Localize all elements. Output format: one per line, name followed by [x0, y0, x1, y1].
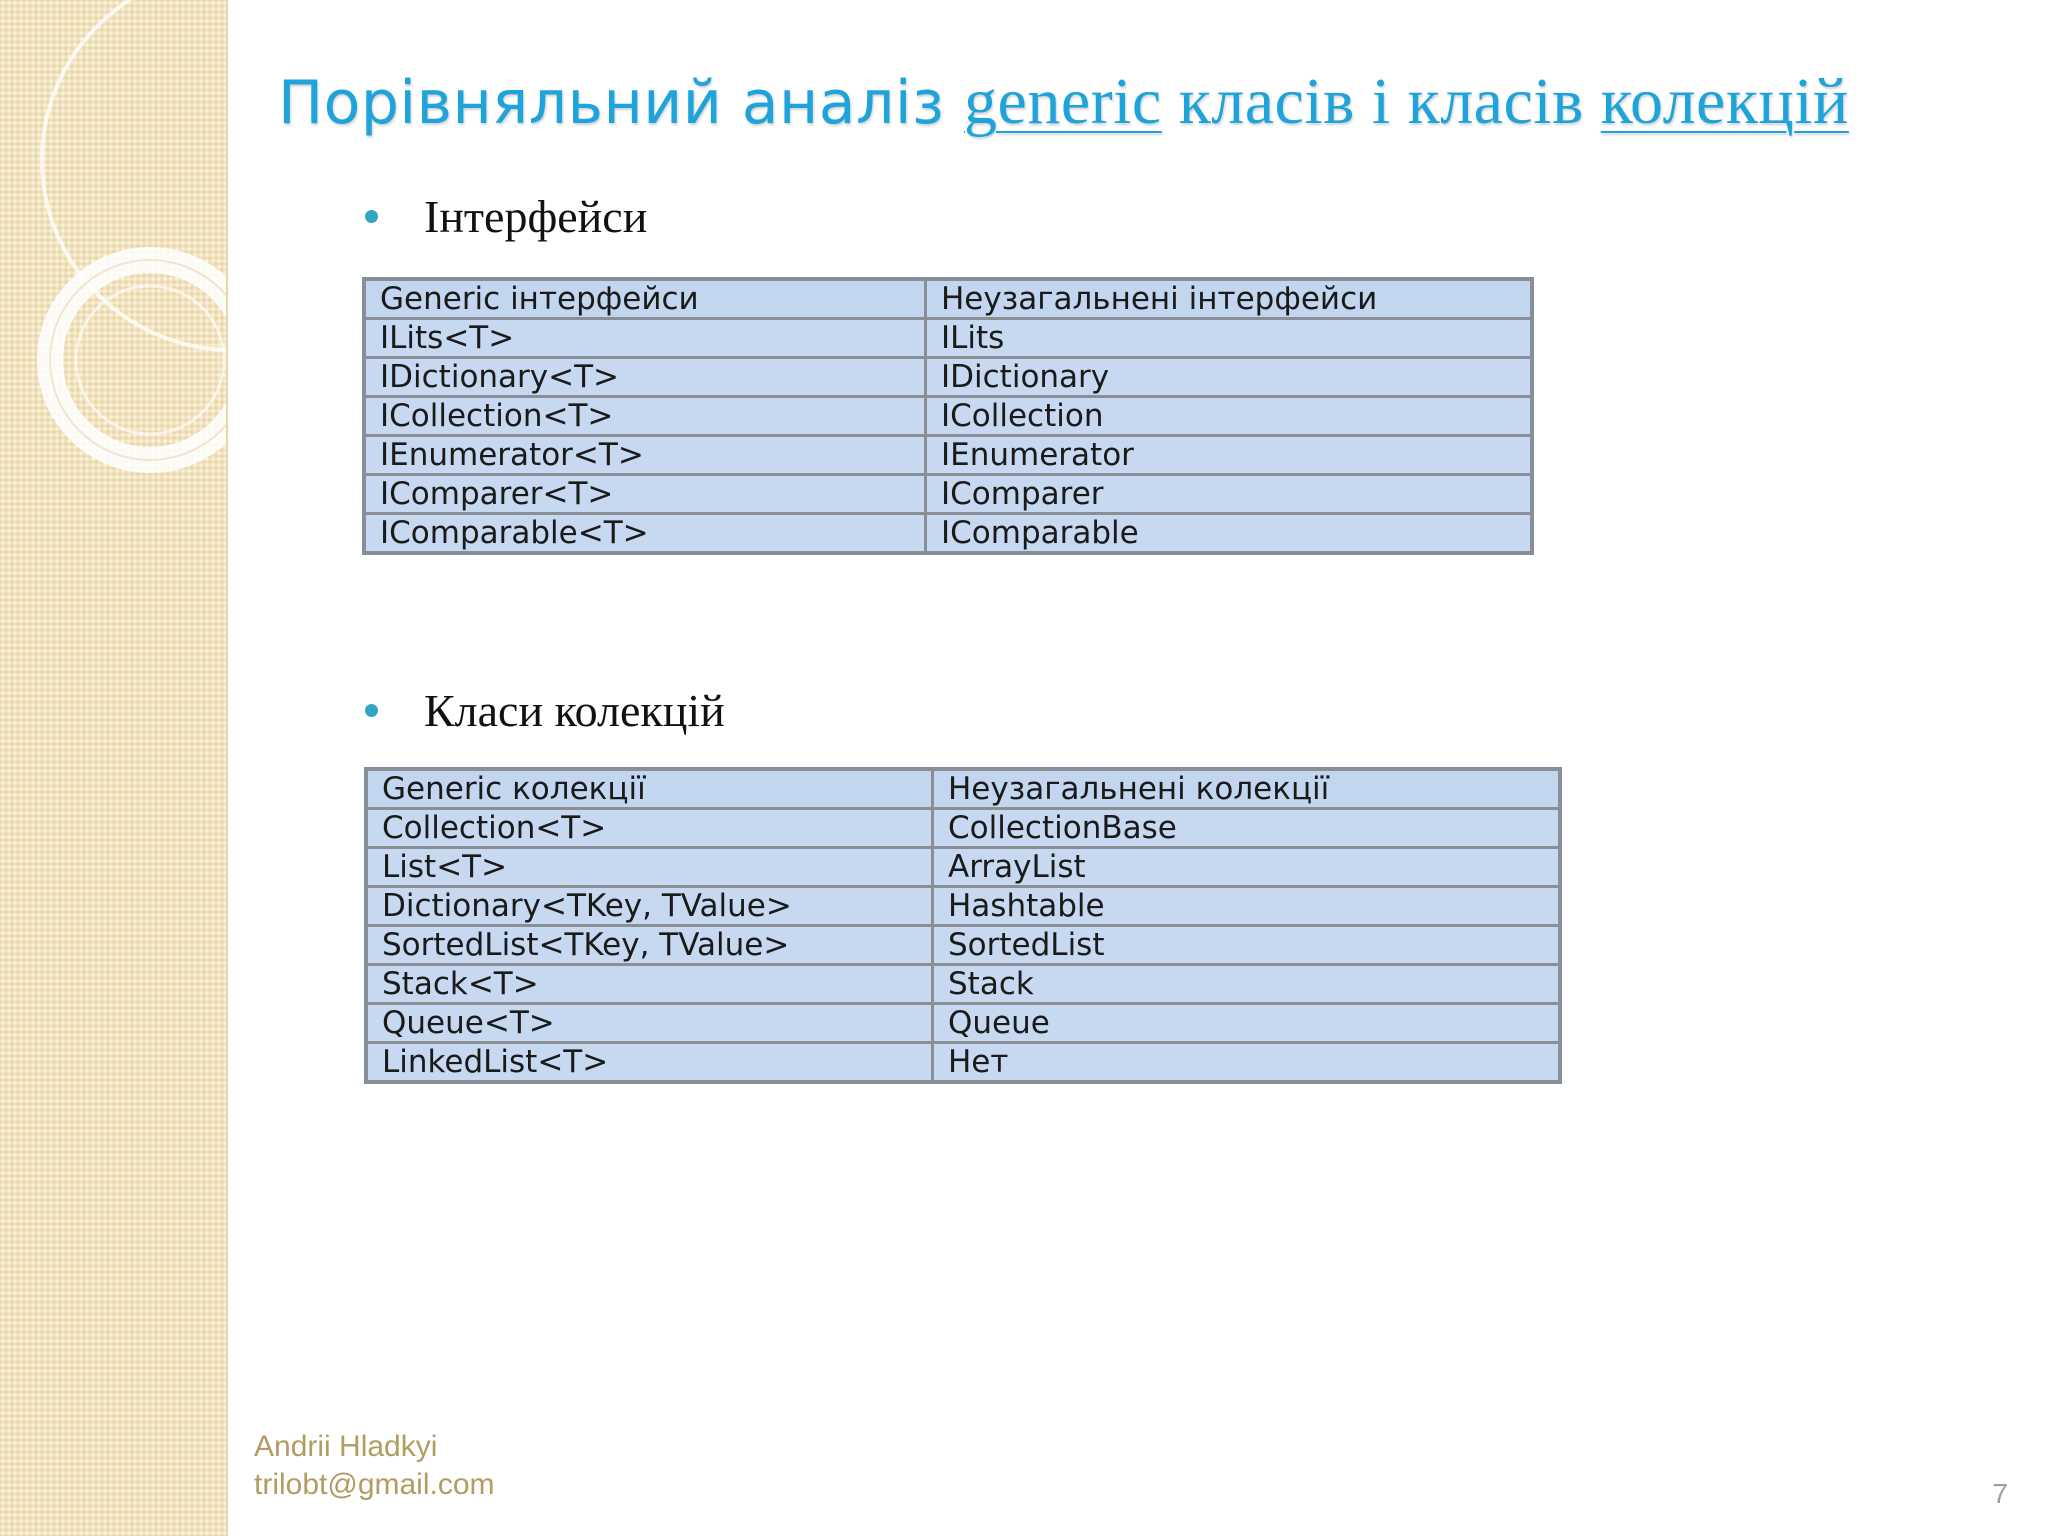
- table-row: [365, 475, 1532, 514]
- table-cell: ArrayList: [933, 848, 1560, 887]
- table-cell: ILits<T>: [365, 319, 926, 358]
- table-cell: List<T>: [367, 848, 933, 887]
- table-cell: IDictionary<T>: [365, 358, 926, 397]
- bullet-collection-classes-label: Класи колекцій: [424, 685, 725, 736]
- title-link-collections[interactable]: колекцій: [1600, 65, 1849, 138]
- table-row: [367, 809, 1560, 848]
- table-header-cell: Generic інтерфейси: [365, 280, 926, 319]
- table-row: [365, 319, 1532, 358]
- table-header-row: [365, 280, 1532, 319]
- bullet-dot-icon: [365, 210, 378, 223]
- table-cell: IComparable<T>: [365, 514, 926, 553]
- table-cell: Collection<T>: [367, 809, 933, 848]
- decorative-ring-icon: [0, 0, 226, 1536]
- table-cell: ICollection: [926, 397, 1532, 436]
- table-cell: Queue: [933, 1004, 1560, 1043]
- footer-email[interactable]: trilobt@gmail.com: [254, 1468, 495, 1501]
- table-row: [367, 1043, 1560, 1082]
- bullet-collection-classes: [365, 684, 725, 737]
- table-cell: Hashtable: [933, 887, 1560, 926]
- table-cell: IComparer: [926, 475, 1532, 514]
- bullet-interfaces-label: Інтерфейси: [424, 191, 648, 242]
- title-link-generic[interactable]: generic: [964, 65, 1162, 138]
- table-cell: Stack: [933, 965, 1560, 1004]
- decorative-sidebar: [0, 0, 228, 1536]
- bullet-interfaces: [365, 190, 647, 243]
- table-row: [365, 436, 1532, 475]
- table-cell: Stack<T>: [367, 965, 933, 1004]
- table-cell: IEnumerator: [926, 436, 1532, 475]
- bullet-dot-icon: [365, 704, 378, 717]
- interfaces-table: [363, 278, 1533, 554]
- table-cell: SortedList<TKey, TValue>: [367, 926, 933, 965]
- table-row: [367, 887, 1560, 926]
- table-header-row: [367, 770, 1560, 809]
- table-cell: Нет: [933, 1043, 1560, 1082]
- table-header-cell: Неузагальнені колекції: [933, 770, 1560, 809]
- table-row: [367, 965, 1560, 1004]
- table-header-cell: Generic колекції: [367, 770, 933, 809]
- table-row: [367, 926, 1560, 965]
- table-cell: IComparer<T>: [365, 475, 926, 514]
- table-cell: Dictionary<TKey, TValue>: [367, 887, 933, 926]
- table-cell: IEnumerator<T>: [365, 436, 926, 475]
- title-part-1: Порівняльний аналіз: [278, 68, 965, 138]
- table-row: [367, 848, 1560, 887]
- title-part-2: класів і класів: [1161, 65, 1601, 138]
- page-number: 7: [1992, 1478, 2008, 1509]
- collections-table: [365, 768, 1561, 1083]
- table-cell: SortedList: [933, 926, 1560, 965]
- table-row: [367, 1004, 1560, 1043]
- table-cell: Queue<T>: [367, 1004, 933, 1043]
- table-row: [365, 397, 1532, 436]
- slide-title: [278, 64, 1849, 140]
- table-row: [365, 358, 1532, 397]
- table-row: [365, 514, 1532, 553]
- footer-author: Andrii Hladkyi: [254, 1430, 438, 1463]
- table-cell: ILits: [926, 319, 1532, 358]
- footer: [254, 1428, 495, 1504]
- table-cell: LinkedList<T>: [367, 1043, 933, 1082]
- table-cell: CollectionBase: [933, 809, 1560, 848]
- table-header-cell: Неузагальнені інтерфейси: [926, 280, 1532, 319]
- table-cell: IDictionary: [926, 358, 1532, 397]
- table-cell: IComparable: [926, 514, 1532, 553]
- table-cell: ICollection<T>: [365, 397, 926, 436]
